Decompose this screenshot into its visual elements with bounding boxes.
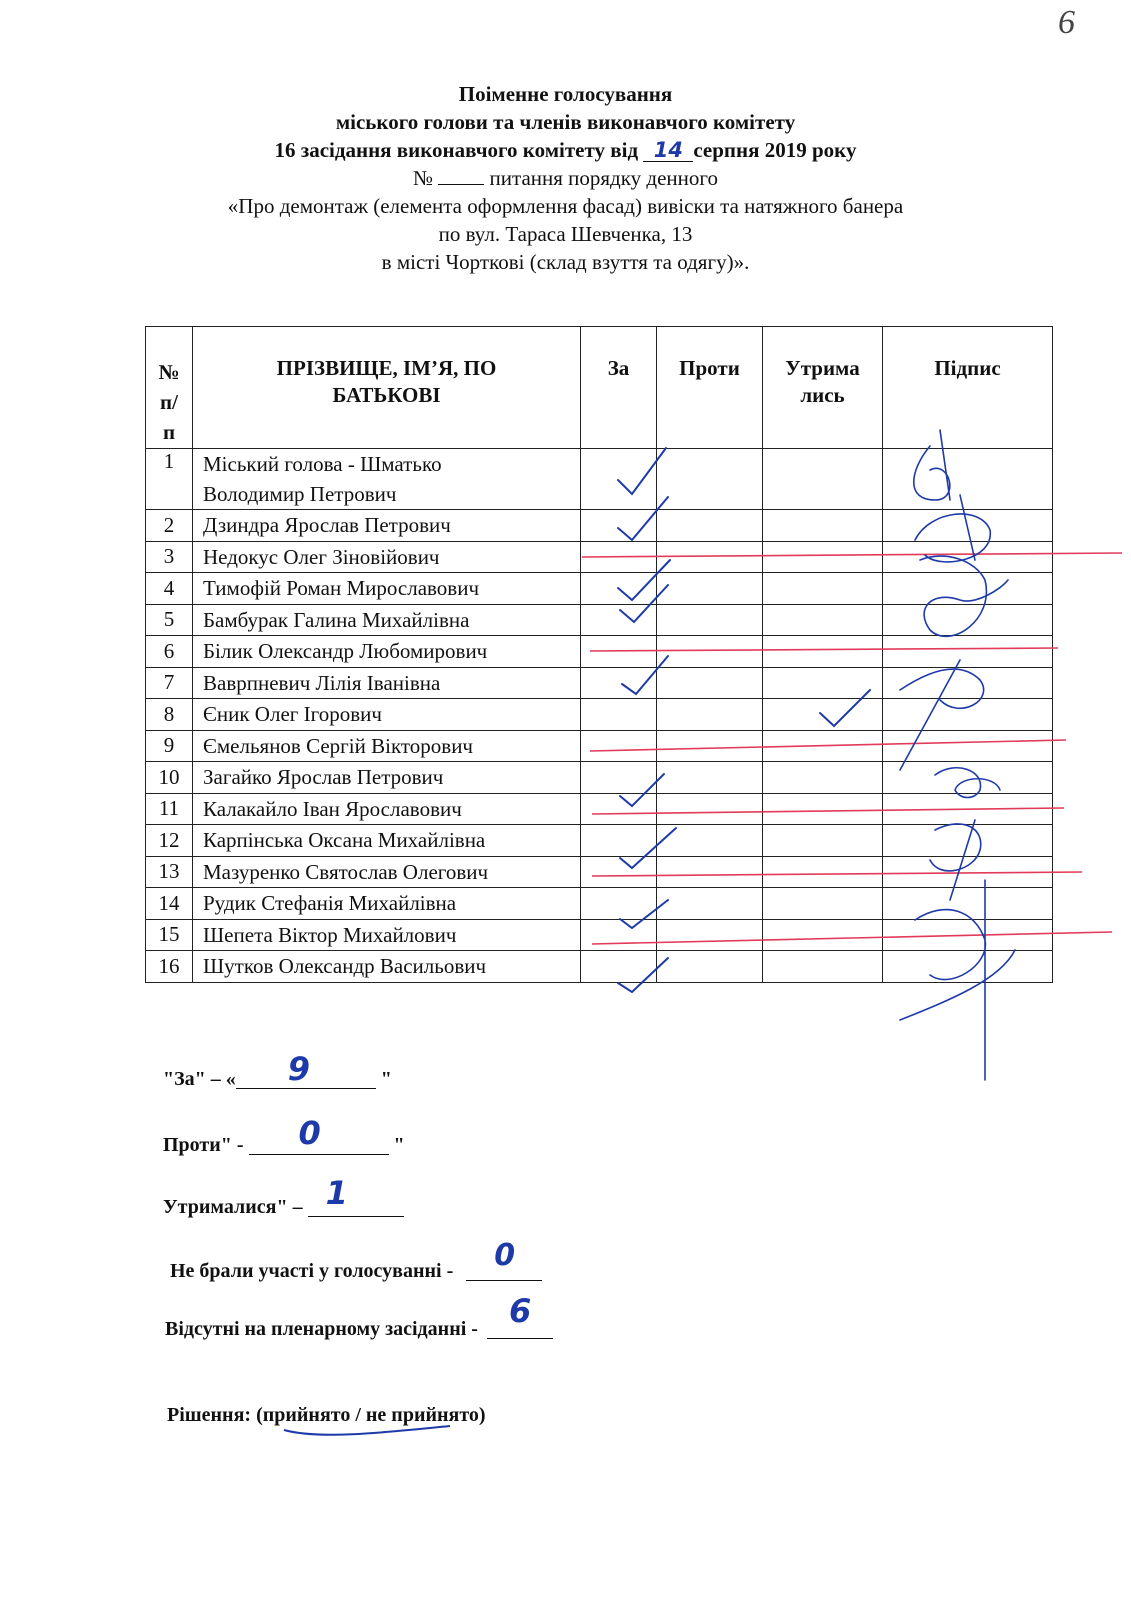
agenda-title-line-3: в місті Чорткові (склад взуття та одягу)».: [381, 250, 750, 274]
summary-absent-label: Відсутні на пленарному засіданні -: [165, 1318, 478, 1340]
table-row: [146, 699, 1053, 731]
member-name: Шепета Віктор Михайлович: [193, 919, 581, 951]
summary-against-end: ": [388, 1134, 405, 1156]
row-number: 3: [146, 541, 193, 573]
row-number: 6: [146, 636, 193, 668]
member-name: Ваврпневич Лілія Іванівна: [193, 667, 581, 699]
row-number: 13: [146, 856, 193, 888]
decision-end: ): [478, 1404, 486, 1426]
vote-table: [145, 326, 1053, 983]
decision-underline-mark: [280, 1418, 460, 1438]
meeting-label: 16 засідання виконавчого комітету від: [274, 138, 644, 162]
summary-for-value: 9: [287, 1050, 311, 1088]
summary-no-part-value: 0: [494, 1238, 516, 1273]
col-header-abstain: Утрима лись: [763, 327, 883, 449]
table-row: [146, 541, 1053, 573]
member-name: Білик Олександр Любомирович: [193, 636, 581, 668]
agenda-item-label: питання порядку денного: [484, 166, 718, 190]
row-number: 8: [146, 699, 193, 731]
row-number: 5: [146, 604, 193, 636]
summary-for-end: ": [375, 1068, 392, 1090]
row-number: 7: [146, 667, 193, 699]
member-name: Недокус Олег Зіновійович: [193, 541, 581, 573]
row-number: 14: [146, 888, 193, 920]
row-number: 9: [146, 730, 193, 762]
row-number: 10: [146, 762, 193, 794]
meeting-day-handwritten: 14: [643, 139, 693, 162]
summary-abstain-label: Утрималися" –: [163, 1196, 308, 1218]
member-name: Загайко Ярослав Петрович: [193, 762, 581, 794]
col-header-against: Проти: [657, 327, 763, 449]
row-number: 15: [146, 919, 193, 951]
summary-no-participation: [170, 1238, 542, 1283]
table-row: [146, 510, 1053, 542]
summary-abstain: [163, 1174, 404, 1219]
table-row: [146, 762, 1053, 794]
summary-for: [163, 1050, 392, 1091]
table-row: [146, 667, 1053, 699]
col-header-name: ПРІЗВИЩЕ, ІМ’Я, ПО БАТЬКОВІ: [193, 327, 581, 449]
table-row: [146, 604, 1053, 636]
summary-no-part-label: Не брали участі у голосуванні -: [170, 1260, 454, 1282]
member-name: Рудик Стефанія Михайлівна: [193, 888, 581, 920]
member-name: Калакайло Іван Ярославович: [193, 793, 581, 825]
decision-label: Рішення: (: [167, 1404, 263, 1426]
member-name: Бамбурак Галина Михайлівна: [193, 604, 581, 636]
title-line-3: [0, 136, 1131, 164]
decision-rejected: не прийнято: [365, 1404, 479, 1426]
agenda-title-line-2: по вул. Тараса Шевченка, 13: [438, 222, 693, 246]
table-row: [146, 636, 1053, 668]
member-name: Мазуренко Святослав Олегович: [193, 856, 581, 888]
agenda-title-line-1: «Про демонтаж (елемента оформлення фасад) вивіски та натяжного банера: [227, 194, 904, 218]
member-name: Дзиндра Ярослав Петрович: [193, 510, 581, 542]
agenda-number-blank: [438, 166, 484, 185]
member-name: Шутков Олександр Васильович: [193, 951, 581, 983]
page-number: 6: [1058, 4, 1075, 41]
summary-against-value: 0: [298, 1114, 321, 1152]
row-number: 12: [146, 825, 193, 857]
decision-separator: /: [350, 1404, 366, 1426]
row-number: 4: [146, 573, 193, 605]
row-number: 16: [146, 951, 193, 983]
table-row: [146, 919, 1053, 951]
col-header-for: За: [581, 327, 657, 449]
member-name: Єник Олег Ігорович: [193, 699, 581, 731]
table-row: [146, 888, 1053, 920]
title-line-1: Поіменне голосування: [458, 82, 673, 106]
summary-abstain-value: 1: [325, 1174, 348, 1212]
member-name: Тимофій Роман Мирославович: [193, 573, 581, 605]
table-row: [146, 856, 1053, 888]
document-header: [0, 80, 1131, 276]
member-name: Карпінська Оксана Михайлівна: [193, 825, 581, 857]
row-number: 11: [146, 793, 193, 825]
table-row: [146, 793, 1053, 825]
table-row: [146, 449, 1053, 510]
row-number: 1: [146, 449, 193, 510]
summary-for-label: "За" – «: [163, 1068, 236, 1090]
col-header-number: № п/ п: [146, 327, 193, 449]
member-name: Ємельянов Сергій Вікторович: [193, 730, 581, 762]
decision-accepted: прийнято: [262, 1404, 351, 1426]
table-row: [146, 951, 1053, 983]
meeting-date: серпня 2019 року: [693, 138, 857, 162]
agenda-number-line: [0, 164, 1131, 192]
summary-absent-value: 6: [508, 1292, 532, 1330]
title-line-2: міського голови та членів виконавчого комітету: [335, 110, 796, 134]
col-header-signature: Підпис: [883, 327, 1053, 449]
summary-absent: [165, 1292, 553, 1341]
summary-against: [163, 1114, 405, 1157]
summary-against-label: Проти" -: [163, 1134, 249, 1156]
member-name: Міський голова - Шматько Володимир Петрович: [193, 449, 581, 510]
table-row: [146, 730, 1053, 762]
row-number: 2: [146, 510, 193, 542]
table-row: [146, 825, 1053, 857]
table-row: [146, 573, 1053, 605]
agenda-number-label: №: [413, 166, 439, 190]
